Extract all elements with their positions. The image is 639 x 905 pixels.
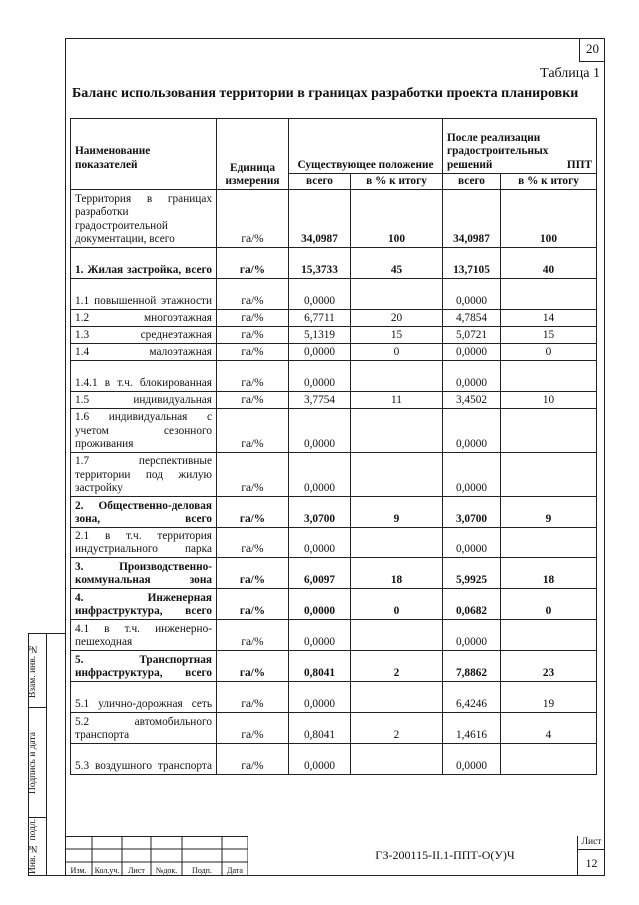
row-unit: га/%	[217, 558, 289, 589]
row-after-pct: 19	[501, 682, 597, 713]
row-existing-total: 0,0000	[289, 361, 351, 392]
table-row	[71, 528, 597, 558]
row-after-pct: 23	[501, 651, 597, 682]
row-name: 1.4 малоэтажная	[71, 344, 217, 361]
row-after-pct: 14	[501, 310, 597, 327]
row-existing-pct: 0	[351, 589, 443, 620]
row-name: 1.4.1 в т.ч. блокированная	[71, 361, 217, 392]
row-unit: га/%	[217, 361, 289, 392]
row-existing-pct: 20	[351, 310, 443, 327]
row-name: 1.7 перспективные территории под жилую застройку	[71, 453, 217, 497]
row-after-pct: 10	[501, 392, 597, 409]
row-after-pct	[501, 744, 597, 775]
table-row	[71, 392, 597, 409]
table-row	[71, 327, 597, 344]
stamp-col-list: Лист	[128, 866, 145, 875]
row-unit: га/%	[217, 682, 289, 713]
row-after-total: 0,0000	[443, 409, 501, 453]
table-row	[71, 361, 597, 392]
table-row	[71, 620, 597, 651]
row-after-total: 0,0000	[443, 453, 501, 497]
row-after-total: 7,8862	[443, 651, 501, 682]
row-existing-total: 34,0987	[289, 190, 351, 248]
row-existing-pct: 11	[351, 392, 443, 409]
row-after-pct: 0	[501, 589, 597, 620]
row-name: 2. Общественно-деловая зона, всего	[71, 497, 217, 528]
sheet-number: 12	[585, 856, 598, 870]
row-existing-total: 0,0000	[289, 682, 351, 713]
sheet-box	[577, 836, 605, 876]
header-total-2: всего	[443, 174, 501, 190]
row-existing-total: 0,0000	[289, 279, 351, 310]
row-existing-pct	[351, 528, 443, 558]
row-existing-total: 0,0000	[289, 589, 351, 620]
table-row	[71, 744, 597, 775]
row-name: 5. Транспортная инфраструктура, всего	[71, 651, 217, 682]
row-unit: га/%	[217, 327, 289, 344]
header-pct-2: в % к итогу	[501, 174, 597, 190]
row-after-pct	[501, 361, 597, 392]
stamp-col-izm: Изм.	[70, 866, 87, 875]
row-name: 1. Жилая застройка, всего	[71, 248, 217, 279]
table-row	[71, 589, 597, 620]
table-row	[71, 651, 597, 682]
row-after-pct: 40	[501, 248, 597, 279]
table-row	[71, 310, 597, 327]
header-after: После реализации градостроительных решений ППТ	[443, 119, 597, 174]
row-unit: га/%	[217, 409, 289, 453]
row-existing-pct	[351, 682, 443, 713]
row-after-total: 0,0000	[443, 620, 501, 651]
header-total-1: всего	[289, 174, 351, 190]
row-after-pct: 9	[501, 497, 597, 528]
sidebar-inv-podl: Инв. № подл.	[28, 818, 38, 874]
row-existing-pct: 2	[351, 651, 443, 682]
row-after-total: 0,0000	[443, 528, 501, 558]
table-row	[71, 409, 597, 453]
row-existing-pct	[351, 453, 443, 497]
row-after-pct: 0	[501, 344, 597, 361]
row-existing-total: 5,1319	[289, 327, 351, 344]
row-existing-pct	[351, 409, 443, 453]
table-row	[71, 497, 597, 528]
row-existing-total: 0,0000	[289, 453, 351, 497]
table-row	[71, 344, 597, 361]
stamp-col-date: Дата	[227, 866, 243, 875]
row-existing-pct: 9	[351, 497, 443, 528]
row-after-total: 5,0721	[443, 327, 501, 344]
stamp-col-podp: Подп.	[192, 866, 212, 875]
row-after-pct	[501, 453, 597, 497]
row-existing-pct: 100	[351, 190, 443, 248]
row-existing-total: 3,7754	[289, 392, 351, 409]
table-row	[71, 190, 597, 248]
row-name: 4.1 в т.ч. инженерно-пешеходная	[71, 620, 217, 651]
row-after-total: 0,0000	[443, 344, 501, 361]
row-after-total: 0,0682	[443, 589, 501, 620]
row-unit: га/%	[217, 528, 289, 558]
row-unit: га/%	[217, 248, 289, 279]
row-unit: га/%	[217, 713, 289, 744]
row-existing-pct: 15	[351, 327, 443, 344]
row-unit: га/%	[217, 744, 289, 775]
table-caption: Таблица 1	[540, 66, 600, 81]
sidebar-signature-date: Подпись и дата	[28, 732, 38, 795]
row-after-total: 34,0987	[443, 190, 501, 248]
row-name: 1.1 повышенной этажности	[71, 279, 217, 310]
row-after-pct: 15	[501, 327, 597, 344]
row-after-total: 3,4502	[443, 392, 501, 409]
row-existing-pct: 0	[351, 344, 443, 361]
row-after-pct	[501, 279, 597, 310]
row-existing-total: 0,8041	[289, 713, 351, 744]
row-existing-pct: 45	[351, 248, 443, 279]
row-name: 5.2 автомобильного транспорта	[71, 713, 217, 744]
row-name: 1.6 индивидуальная с учетом сезонного проживания	[71, 409, 217, 453]
row-after-pct: 18	[501, 558, 597, 589]
row-unit: га/%	[217, 620, 289, 651]
row-unit: га/%	[217, 651, 289, 682]
document-code: ГЗ-200115-II.1-ППТ-О(У)Ч	[375, 848, 515, 862]
table-row	[71, 713, 597, 744]
row-existing-pct	[351, 361, 443, 392]
table-row	[71, 453, 597, 497]
table-row	[71, 682, 597, 713]
sidebar-frame-inner	[47, 633, 65, 876]
row-name: 2.1 в т.ч. территория индустриального парка	[71, 528, 217, 558]
row-after-total: 4,7854	[443, 310, 501, 327]
row-name: 1.3 среднеэтажная	[71, 327, 217, 344]
row-existing-total: 15,3733	[289, 248, 351, 279]
row-after-total: 6,4246	[443, 682, 501, 713]
document-title: Баланс использования территории в границах разработки проекта планировки	[72, 86, 579, 101]
title-block	[65, 836, 605, 876]
row-unit: га/%	[217, 310, 289, 327]
header-pct-1: в % к итогу	[351, 174, 443, 190]
row-existing-pct	[351, 279, 443, 310]
land-balance-table	[70, 118, 597, 775]
sheet-label: Лист	[578, 836, 605, 850]
page-number: 20	[579, 38, 605, 62]
header-existing: Существующее положение	[289, 119, 443, 174]
header-unit: Единица измерения	[217, 119, 289, 190]
row-existing-total: 0,0000	[289, 528, 351, 558]
row-after-pct	[501, 620, 597, 651]
row-existing-total: 0,0000	[289, 409, 351, 453]
row-existing-total: 6,7711	[289, 310, 351, 327]
row-existing-total: 6,0097	[289, 558, 351, 589]
row-existing-pct	[351, 744, 443, 775]
row-existing-pct: 2	[351, 713, 443, 744]
row-after-pct	[501, 409, 597, 453]
stamp-col-kolvo: Кол.уч.	[94, 866, 120, 875]
row-name: 5.1 улично-дорожная сеть	[71, 682, 217, 713]
row-unit: га/%	[217, 392, 289, 409]
row-unit: га/%	[217, 589, 289, 620]
row-after-total: 0,0000	[443, 744, 501, 775]
row-name: 3. Производственно-коммунальная зона	[71, 558, 217, 589]
table-row	[71, 248, 597, 279]
row-existing-total: 0,0000	[289, 620, 351, 651]
row-after-pct	[501, 528, 597, 558]
row-unit: га/%	[217, 497, 289, 528]
row-after-pct: 4	[501, 713, 597, 744]
row-after-total: 0,0000	[443, 361, 501, 392]
header-name: Наименование показателей	[71, 119, 217, 190]
row-unit: га/%	[217, 344, 289, 361]
sidebar-inv-zam: Взам. инв. №	[28, 643, 38, 698]
row-existing-total: 0,8041	[289, 651, 351, 682]
row-after-total: 3,0700	[443, 497, 501, 528]
row-unit: га/%	[217, 279, 289, 310]
row-existing-pct: 18	[351, 558, 443, 589]
stamp-col-ndok: №док.	[155, 866, 178, 875]
row-after-pct: 100	[501, 190, 597, 248]
table-row	[71, 558, 597, 589]
row-after-total: 5,9925	[443, 558, 501, 589]
row-name: 5.3 воздушного транспорта	[71, 744, 217, 775]
row-unit: га/%	[217, 190, 289, 248]
row-after-total: 1,4616	[443, 713, 501, 744]
row-name: 1.2 многоэтажная	[71, 310, 217, 327]
row-existing-pct	[351, 620, 443, 651]
table-row	[71, 279, 597, 310]
row-name: 1.5 индивидуальная	[71, 392, 217, 409]
row-existing-total: 0,0000	[289, 744, 351, 775]
row-existing-total: 0,0000	[289, 344, 351, 361]
row-after-total: 0,0000	[443, 279, 501, 310]
row-name: 4. Инженерная инфраструктура, всего	[71, 589, 217, 620]
row-unit: га/%	[217, 453, 289, 497]
row-existing-total: 3,0700	[289, 497, 351, 528]
row-after-total: 13,7105	[443, 248, 501, 279]
row-name: Территория в границах разработки градостроительной документации, всего	[71, 190, 217, 248]
